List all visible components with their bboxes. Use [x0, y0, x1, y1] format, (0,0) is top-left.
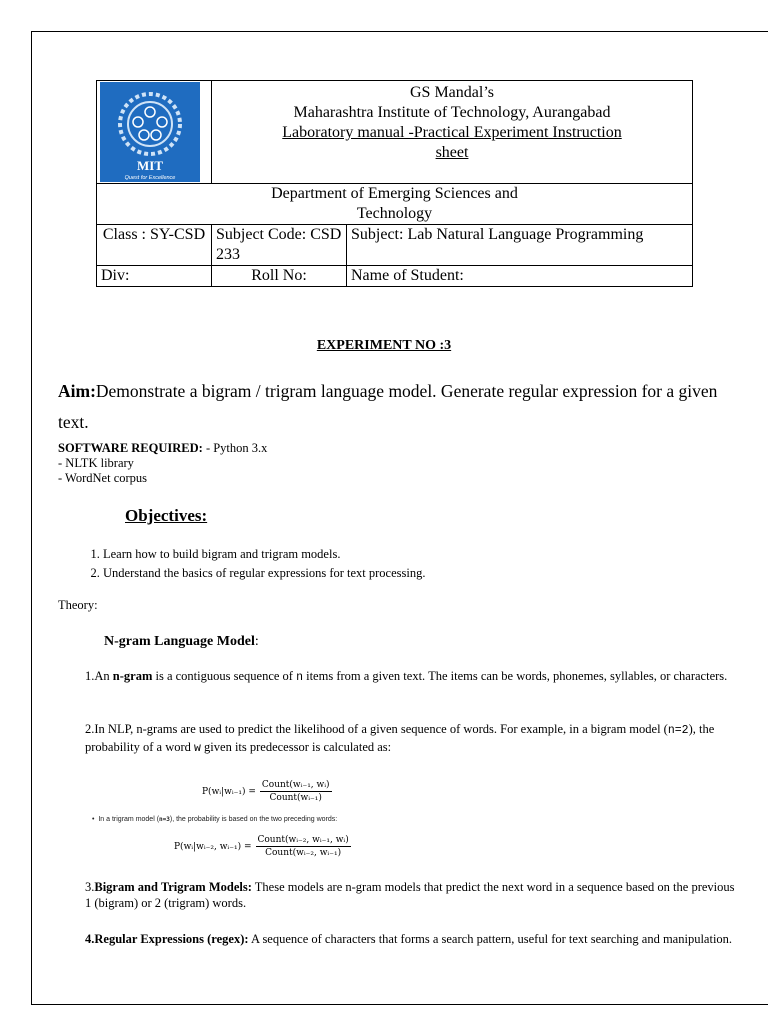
trigram-note-code: n=3: [159, 816, 170, 823]
trigram-denominator: Count(wᵢ₋₂, wᵢ₋₁): [265, 848, 342, 858]
department-cell: [97, 184, 693, 225]
objectives-list: [58, 545, 425, 583]
trigram-note-a: In a trigram model (: [98, 816, 160, 823]
software-nltk: - NLTK library: [58, 456, 134, 470]
p3-bold: Bigram and Trigram Models:: [94, 880, 252, 894]
bigram-formula-lhs: P(wᵢ|wᵢ₋₁) =: [202, 786, 256, 797]
p4-rest: A sequence of characters that forms a search pattern, useful for text searching and manipulation.: [248, 932, 733, 946]
subject-cell: [347, 225, 693, 266]
institute-name: Maharashtra Institute of Technology, Aurangabad: [293, 104, 611, 121]
p2-text1: 2.In NLP, n-grams are used to predict the likelihood of a given sequence of words. For example, in a bigram model (: [85, 722, 668, 736]
subject-code-cell: [212, 225, 347, 266]
trigram-formula-lhs: P(wᵢ|wᵢ₋₂, wᵢ₋₁) =: [174, 841, 252, 852]
p3-rest: These models are n-gram models that predict the next word in a sequence based on the previous 1 (bigram) or 2 (trigram) words.: [85, 880, 735, 910]
p4-bold: 4.Regular Expressions (regex):: [85, 932, 249, 946]
p1-rest: items from a given text. The items can be words, phonemes, syllables, or characters.: [302, 669, 728, 683]
ngram-heading-colon: :: [254, 634, 259, 649]
ngram-heading: [104, 634, 259, 650]
manual-title-line1: Laboratory manual -Practical Experiment Instruction: [282, 124, 622, 141]
logo-text: MIT: [137, 158, 163, 173]
p2-code2: w: [194, 742, 201, 755]
paragraph-1: [85, 668, 737, 686]
div-cell: [97, 266, 212, 287]
p1-number: 1.An: [85, 669, 113, 683]
bigram-formula: [202, 780, 332, 803]
bigram-fraction: [260, 780, 332, 803]
subject-code-label: Subject Code: CSD 233: [216, 226, 342, 263]
class-cell: [97, 225, 212, 266]
aim-paragraph: [58, 376, 738, 438]
p1-bold: n-gram: [112, 669, 153, 683]
logo-tagline: Quest for Excellence: [124, 175, 176, 181]
bullet-icon: •: [92, 816, 95, 823]
software-python: - Python 3.x: [202, 441, 268, 455]
department-name: Department of Emerging Sciences and Technology: [271, 185, 518, 222]
p1-code: n: [296, 671, 303, 684]
bigram-numerator: Count(wᵢ₋₁, wᵢ): [261, 780, 330, 790]
paragraph-4: [85, 931, 737, 947]
trigram-formula: [174, 835, 351, 858]
trigram-fraction: [256, 835, 351, 858]
p2-text3: given its predecessor is calculated as:: [200, 740, 392, 754]
software-wordnet: - WordNet corpus: [58, 471, 148, 485]
objectives-heading: Objectives:: [125, 506, 208, 525]
ngram-heading-text: N-gram Language Model: [104, 634, 255, 649]
p1-mid: is a contiguous sequence of: [152, 669, 297, 683]
p2-code1: n=2: [667, 724, 689, 737]
logo-cell: [97, 81, 212, 184]
header-table: [96, 80, 693, 287]
student-name-label: Name of Student:: [351, 267, 464, 284]
experiment-title: EXPERIMENT NO :3: [316, 338, 452, 353]
org-name: GS Mandal’s: [410, 84, 494, 101]
institute-cell: [212, 81, 693, 184]
manual-title-line2: sheet: [435, 144, 469, 161]
objective-item: 1. Learn how to build bigram and trigram models.: [103, 545, 425, 564]
software-label: SOFTWARE REQUIRED:: [58, 441, 203, 455]
mit-logo: [100, 82, 200, 182]
bigram-denominator: Count(wᵢ₋₁): [269, 793, 322, 803]
subject-label: Subject: Lab Natural Language Programming: [351, 226, 644, 243]
div-label: Div:: [101, 267, 130, 284]
trigram-note: [92, 816, 337, 823]
roll-cell: [212, 266, 347, 287]
trigram-note-b: ), the probability is based on the two preceding words:: [169, 816, 338, 823]
roll-label: Roll No:: [251, 267, 307, 284]
paragraph-3: [85, 879, 737, 911]
trigram-numerator: Count(wᵢ₋₂, wᵢ₋₁, wᵢ): [257, 835, 349, 845]
aim-label: Aim:: [58, 381, 96, 401]
paragraph-2: [85, 721, 737, 757]
p2-text2: ), the probability of a word: [85, 722, 715, 754]
gear-emblem-icon: [100, 82, 200, 182]
objective-item: 2. Understand the basics of regular expressions for text processing.: [103, 564, 425, 583]
software-required: [58, 441, 267, 486]
class-label: Class : SY-CSD: [102, 226, 206, 243]
theory-label: Theory:: [58, 598, 98, 612]
student-name-cell: [347, 266, 693, 287]
p3-number: 3.: [85, 880, 95, 894]
aim-text: Demonstrate a bigram / trigram language model. Generate regular expression for a given text.: [58, 381, 718, 432]
